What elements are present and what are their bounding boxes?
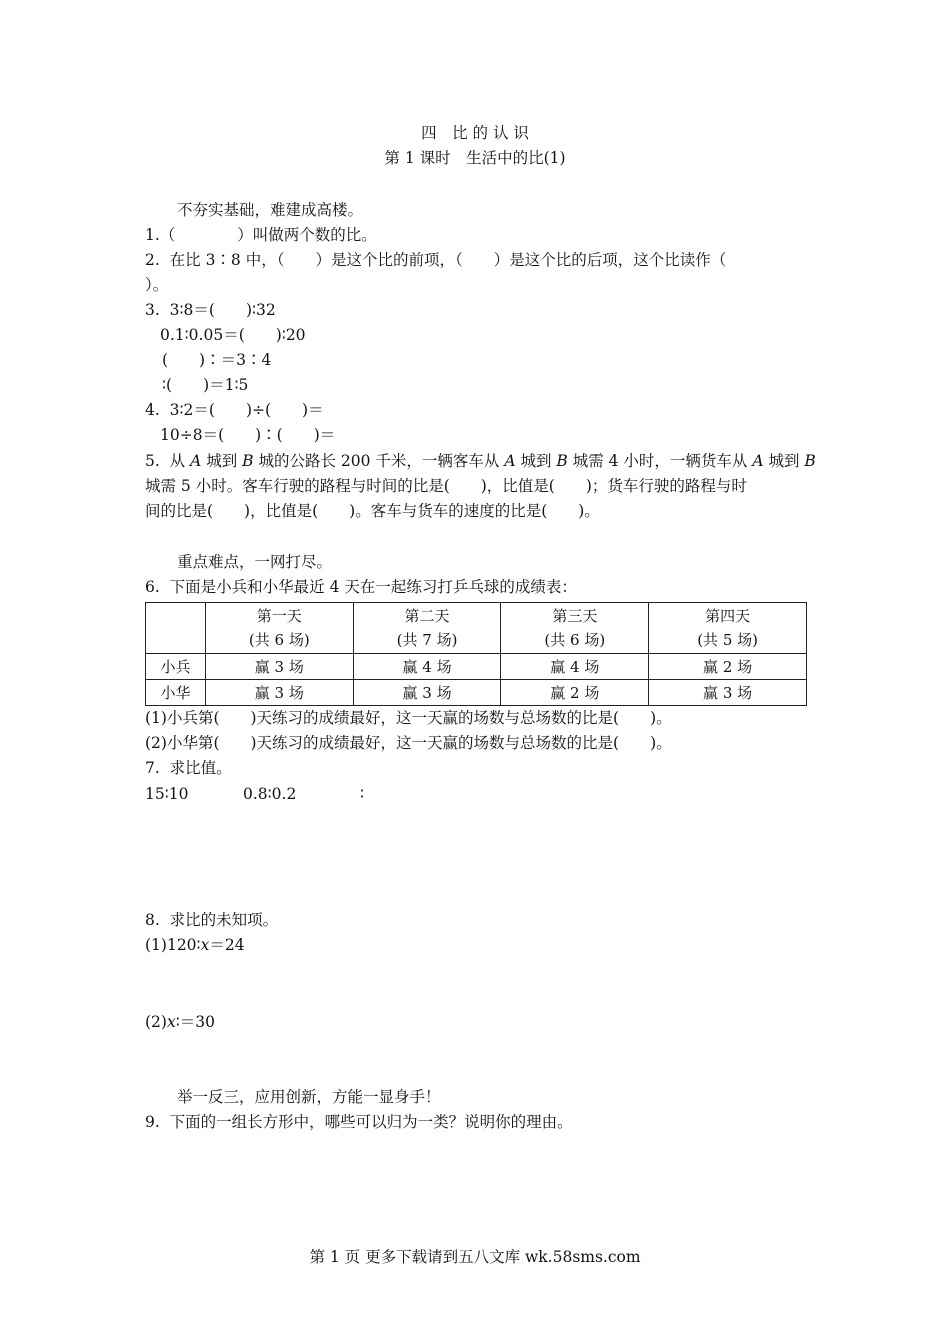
question-3-line-3: ( )∶＝3∶4 (162, 351, 272, 369)
table-corner-cell (146, 603, 206, 654)
question-7-item-c: ∶ (360, 785, 365, 803)
table-header-cell: 第一天 (共 6 场) (205, 603, 353, 654)
question-7: 7. 求比值。 (145, 759, 232, 777)
question-8-part-2: (2)x∶＝30 (145, 1013, 215, 1031)
question-2-line-2: ）。 (145, 276, 169, 294)
lesson-subtitle: 第 1 课时 生活中的比(1) (384, 149, 566, 167)
question-1: 1.（ ）叫做两个数的比。 (145, 226, 377, 244)
question-4-line-2: 10÷8＝( )∶( )＝ (160, 426, 336, 444)
question-4-line-1: 4. 3∶2＝( )÷( )＝ (145, 401, 324, 419)
table-header-cell: 第四天 (共 5 场) (649, 603, 807, 654)
page-title: 四 比 的 认 识 (421, 124, 529, 142)
table-cell: 赢 2 场 (501, 680, 649, 706)
question-6-part-1: (1)小兵第( )天练习的成绩最好，这一天赢的场数与总场数的比是( )。 (145, 709, 672, 727)
question-5-line-3: 间的比是( )，比值是( )。客车与货车的速度的比是( )。 (145, 502, 600, 520)
section-intro-advanced: 举一反三，应用创新，方能一显身手！ (177, 1088, 441, 1106)
table-row (146, 680, 807, 706)
table-cell: 赢 4 场 (501, 654, 649, 680)
question-7-item-b: 0.8∶0.2 (243, 785, 297, 803)
question-3-line-1: 3. 3∶8＝( )∶32 (145, 301, 276, 319)
table-cell: 赢 3 场 (205, 680, 353, 706)
question-7-item-a: 15∶10 (145, 785, 189, 803)
question-8: 8. 求比的未知项。 (145, 911, 279, 929)
question-2-line-1: 2. 在比 3∶8 中，（ ）是这个比的前项，（ ）是这个比的后项，这个比读作（ (145, 251, 727, 269)
question-5-line-1: 5. 从 A 城到 B 城的公路长 200 千米，一辆客车从 A 城到 B 城需 4 小时，一辆货车从 A 城到 B (145, 452, 816, 470)
question-6-part-2: (2)小华第( )天练习的成绩最好，这一天赢的场数与总场数的比是( )。 (145, 734, 672, 752)
table-cell: 赢 4 场 (353, 654, 501, 680)
question-8-part-1: (1)120∶x＝24 (145, 936, 245, 954)
row-name-cell: 小兵 (146, 654, 206, 680)
question-5-line-2: 城需 5 小时。客车行驶的路程与时间的比是( )，比值是( )；货车行驶的路程与时 (145, 477, 747, 495)
row-name-cell: 小华 (146, 680, 206, 706)
table-header-cell: 第三天 (共 6 场) (501, 603, 649, 654)
score-table (145, 602, 807, 706)
section-intro-basic: 不夯实基础，难建成高楼。 (177, 201, 364, 219)
table-cell: 赢 3 场 (649, 680, 807, 706)
table-cell: 赢 2 场 (649, 654, 807, 680)
table-cell: 赢 3 场 (353, 680, 501, 706)
question-9: 9. 下面的一组长方形中，哪些可以归为一类？说明你的理由。 (145, 1113, 573, 1131)
question-6: 6. 下面是小兵和小华最近 4 天在一起练习打乒乓球的成绩表： (145, 578, 577, 596)
page-footer: 第 1 页 更多下载请到五八文库 wk.58sms.com (309, 1248, 641, 1266)
table-row (146, 654, 807, 680)
question-3-line-4: ∶( )＝1∶5 (162, 376, 249, 394)
table-cell: 赢 3 场 (205, 654, 353, 680)
table-header-cell: 第二天 (共 7 场) (353, 603, 501, 654)
section-intro-key: 重点难点，一网打尽。 (177, 553, 333, 571)
table-header-row (146, 603, 807, 654)
question-3-line-2: 0.1∶0.05＝( )∶20 (160, 326, 306, 344)
